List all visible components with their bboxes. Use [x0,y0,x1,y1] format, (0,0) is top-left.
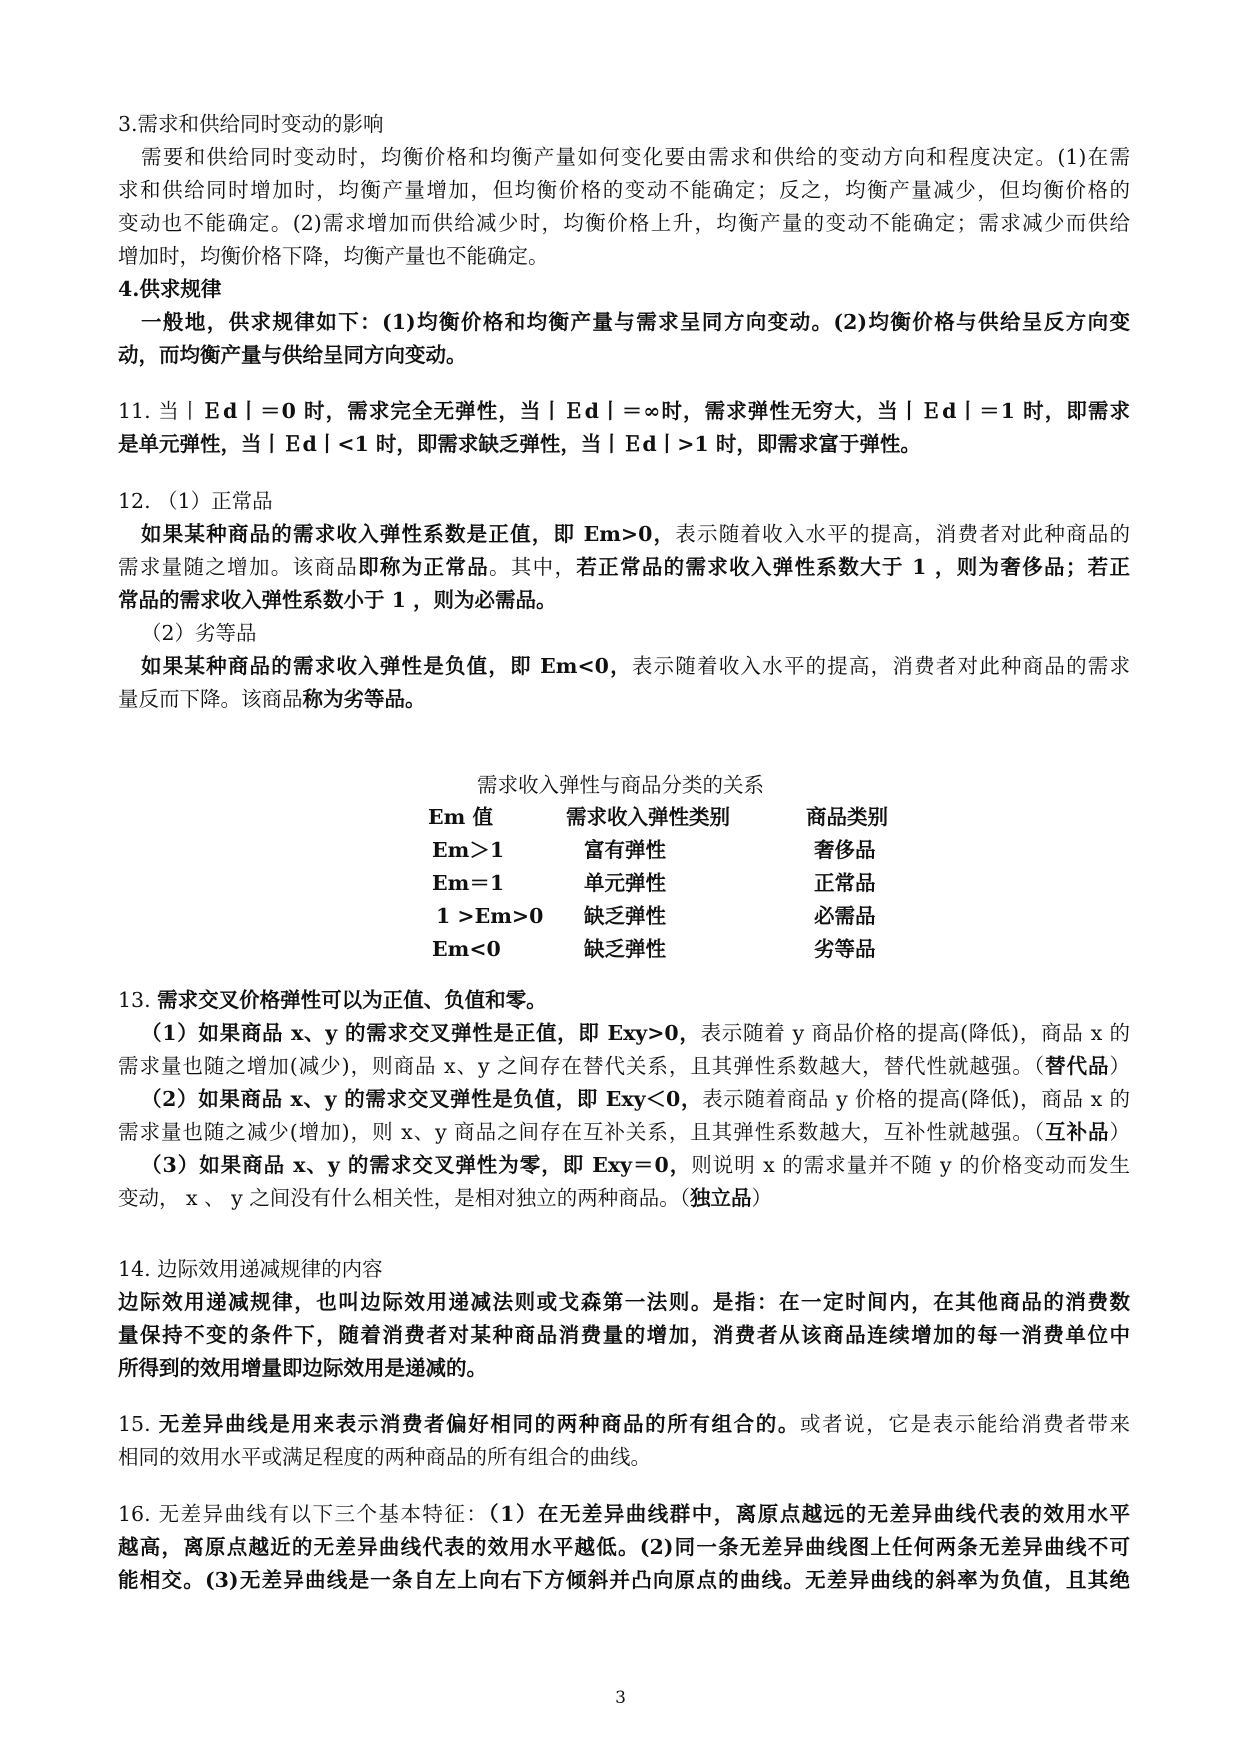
section-13 [118,984,1130,1215]
section-12-subheading: （2）劣等品 [141,621,257,645]
table-header: Em 值 [428,805,493,829]
section-11-line: 是单元弹性，当丨Ｅd丨<1 时，即需求缺乏弹性，当丨Ｅd丨>1 时，即需求富于弹性。 [118,432,921,456]
section-16-line [118,1498,1130,1531]
section-15 [118,1408,1130,1474]
section-13-line [118,1050,1130,1083]
emphasis-text: 称为劣等品。 [302,687,426,711]
page-number: 3 [615,1688,626,1708]
section-12-line: 常品的需求收入弹性系数小于 1 ，则为必需品。 [118,588,557,612]
section-15-line: 相同的效用水平或满足程度的两种商品的所有组合的曲线。 [118,1445,651,1469]
plain-text: ） [1109,1120,1131,1144]
section-11-number: 11. 当丨 [118,399,202,423]
emphasis-text: （1）在无差异曲线群中，离原点越远的无差异曲线代表的效用水平 [488,1502,1130,1526]
section-12 [118,485,1130,716]
section-11-line [118,395,1130,428]
plain-text: 则说明 x 的需求量并不随 y 的价格变动而发生 [691,1153,1130,1177]
section-13-heading [118,984,1130,1017]
section-13-line [118,1182,1130,1215]
plain-text: 需求量也随之增加(减少)，则商品 x、y 之间存在替代关系，且其弹性系数越大，替代性就越强。（ [118,1054,1046,1078]
section-13-line [118,1083,1130,1116]
table-cell: 缺乏弹性 [584,904,666,928]
table-header-row [428,801,934,834]
plain-text: 或者说，它是表示能给消费者带来 [799,1412,1131,1436]
table-cell: 1 >Em>0 [436,904,544,928]
section-14-line: 所得到的效用增量即边际效用是递减的。 [118,1356,487,1380]
emphasis-text: 若正常品的需求收入弹性系数大于 1 ，则为奢侈品；若正 [576,555,1131,579]
plain-text: 变动， x 、 y 之间没有什么相关性，是相对独立的两种商品。（ [118,1186,690,1210]
table-cell: 正常品 [814,871,876,895]
section-3-line: 求和供给同时增加时，均衡产量增加，但均衡价格的变动不能确定；反之，均衡产量减少，但均衡价格的 [118,178,1130,202]
table-row [428,900,934,933]
plain-text: 需求量也随之减少(增加)，则 x、y 商品之间存在互补关系，且其弹性系数越大，互补性就越强。（ [118,1120,1046,1144]
table-row [428,867,934,900]
section-12-line [118,551,1130,584]
emphasis-text: （1）如果商品 x、y 的需求交叉弹性是正值，即 Exy>0， [141,1021,701,1045]
plain-text: 。其中， [489,555,577,579]
table-cell: 缺乏弹性 [584,937,666,961]
section-12-line [118,650,1130,683]
section-11 [118,395,1130,461]
table-cell: 奢侈品 [814,838,876,862]
table-header: 需求收入弹性类别 [566,805,730,829]
plain-text: 表示随着商品 y 价格的提高(降低)，商品 x 的 [702,1087,1130,1111]
emphasis-text: 如果某种商品的需求收入弹性系数是正值，即 Em>0， [141,522,676,546]
plain-text: 表示随着收入水平的提高，消费者对此种商品的 [675,522,1130,546]
plain-text: 表示随着 y 商品价格的提高(降低)，商品 x 的 [700,1021,1130,1045]
table-header: 商品类别 [806,805,888,829]
section-15-number: 15. [118,1412,159,1436]
section-4-line: 动，而均衡产量与供给呈同方向变动。 [118,343,467,367]
section-14-line: 量保持不变的条件下，随着消费者对某种商品消费量的增加，消费者从该商品连续增加的每一消费单位中 [118,1323,1130,1347]
plain-text: 16. 无差异曲线有以下三个基本特征： [118,1502,489,1526]
section-15-line [118,1408,1130,1441]
section-13-heading-text: 需求交叉价格弹性可以为正值、负值和零。 [157,988,547,1012]
elasticity-table [428,801,934,966]
emphasis-text: 独立品 [689,1186,752,1210]
section-16-line: 能相交。(3)无差异曲线是一条自左上向右下方倾斜并凸向原点的曲线。无差异曲线的斜率为负值，且其绝 [118,1568,1130,1592]
section-3-line: 变动也不能确定。(2)需求增加而供给减少时，均衡价格上升，均衡产量的变动不能确定；需求减少而供给 [118,211,1130,235]
plain-text: ） [751,1186,772,1210]
table-cell: 单元弹性 [584,871,666,895]
table-cell: 劣等品 [814,937,876,961]
section-11-text: Ｅd丨＝0 时，需求完全无弹性，当丨Ｅd丨＝∞时，需求弹性无穷大，当丨Ｅd丨＝1 时，即需求 [201,399,1130,423]
plain-text: 需求量随之增加。该商品 [118,555,359,579]
table-row [428,834,934,867]
emphasis-text: 互补品 [1045,1120,1110,1144]
table-cell: Em＝1 [432,871,505,895]
table-cell: Em＞1 [432,838,505,862]
section-3-heading: 3.需求和供给同时变动的影响 [118,112,384,136]
emphasis-text: （2）如果商品 x、y 的需求交叉弹性是负值，即 Exy＜0， [141,1087,703,1111]
table-cell: 必需品 [814,904,876,928]
table-row [428,933,934,966]
emphasis-text: 如果某种商品的需求收入弹性是负值，即 Em<0， [141,654,632,678]
section-12-heading: 12. （1）正常品 [118,489,273,513]
emphasis-text: 无差异曲线是用来表示消费者偏好相同的两种商品的所有组合的。 [158,1412,800,1436]
section-14-line: 边际效用递减规律，也叫边际效用递减法则或戈森第一法则。是指：在一定时间内，在其他商品的消费数 [118,1290,1130,1314]
section-12-line [118,518,1130,551]
section-16-line: 越高，离原点越近的无差异曲线代表的效用水平越低。(2)同一条无差异曲线图上任何两条无差异曲线不可 [118,1535,1130,1559]
plain-text: 表示随着收入水平的提高，消费者对此种商品的需求 [631,654,1130,678]
plain-text: 量反而下降。该商品 [118,687,303,711]
section-3-line: 需要和供给同时变动时，均衡价格和均衡产量如何变化要由需求和供给的变动方向和程度决定。(1)在需 [141,145,1130,169]
section-12-line [118,683,1130,716]
section-13-line [118,1116,1130,1149]
section-13-line [118,1017,1130,1050]
section-14 [118,1253,1130,1385]
section-4-heading: 4.供求规律 [118,277,222,301]
plain-text: ） [1109,1054,1131,1078]
section-14-heading: 14. 边际效用递减规律的内容 [118,1257,383,1281]
emphasis-text: （3）如果商品 x、y 的需求交叉弹性为零，即 Exy＝0， [141,1153,692,1177]
section-13-line [118,1149,1130,1182]
section-3-line: 增加时，均衡价格下降，均衡产量也不能确定。 [118,244,549,268]
section-13-number: 13. [118,988,158,1012]
section-4-line: 一般地，供求规律如下：(1)均衡价格和均衡产量与需求呈同方向变动。(2)均衡价格与供给呈反方向变 [141,310,1130,334]
table-cell: 富有弹性 [584,838,666,862]
section-16 [118,1498,1130,1597]
section-4 [118,273,1130,372]
table-cell: Em<0 [432,937,501,961]
table-title: 需求收入弹性与商品分类的关系 [477,773,764,797]
emphasis-text: 替代品 [1045,1054,1110,1078]
emphasis-text: 即称为正常品 [358,555,490,579]
section-3 [118,108,1130,273]
